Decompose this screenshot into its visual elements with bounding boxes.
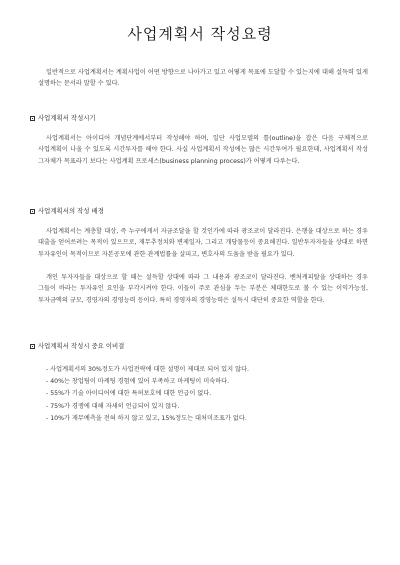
background-paragraph-1: 사업계획서는 계층할 대상, 즉 누구에게서 자금조달을 할 것인가에 따라 광조코이 달라진다. 은행을 대상으로 하는 경우 대출을 얻어쓰려는 목적이 있으므로, 재무추정치와 변제일자, 그리고 개당물등이 중요해진다. 일반투자자들을 상대로 하면 투자유인이 목적이므로 자본공모에 관한 관계법률을 살피고, 변호사의 도움을 받을 필요가 있다. [38,228,368,258]
square-bullet-icon [30,344,35,349]
document-title: 사업계획서 작성요령 [127,25,273,43]
square-bullet-icon [30,209,35,214]
section-heading-key-points [30,341,124,351]
section-heading-timing [30,113,96,123]
list-item: - 75%가 경쟁에 대해 자세히 언급되어 있지 않다. [46,402,180,410]
intro-paragraph: 일반적으로 사업계획서는 계획사업이 어떤 방향으로 나아가고 있고 어떻게 목표에 도달할 수 있는지에 대해 설득력 있게 설명하는 문서라 말할 수 있다. [38,69,368,88]
list-item: - 10%가 재무예측을 전혀 하지 않고 있고, 15%정도는 대처미조표가 없다. [46,414,247,422]
section-heading-label: 사업계획서의 작성 배경 [38,207,104,215]
section-heading-background [30,206,104,216]
list-item: - 사업계획서의 30%정도가 사업전략에 대한 설명이 제대로 되어 있지 않다. [46,366,250,373]
square-bullet-icon [30,116,35,121]
key-points-list [46,364,249,425]
background-paragraph-2: 개인 투자자들을 대상으로 할 때는 설득할 상대에 따라 그 내용과 광조코이 달라진다. 벤처캐피탈을 상대하는 경우 그들이 바라는 투자유인 요인을 부각시켜야 한다. 이들이 주로 관심을 두는 부분은 체대한도로 볼 수 있는 이익가능성, 투자금액의 규모, 경영자의 경영능력 등이다. 특히 경영자의 경영능력은 설득시 대단히 중요한 역할을 한다. [38,274,368,304]
section-heading-label: 사업계획서 작성시 중요 이비결 [38,342,125,350]
list-item: - 55%가 기술 아이디어에 대한 특허보호에 대한 언급이 없다. [46,390,212,398]
section-heading-label: 사업계획서 작성시기 [38,114,96,122]
timing-paragraph: 사업계획서는 아이디어 개념단계에서부터 작성해야 하며, 일단 사업모델의 틀(outline)을 잡은 다음 구체적으로 사업계획이 나올 수 있도록 시간투자를 해야 한다. 사실 사업계획서 작성에는 많은 시간투여가 필요한데, 사업계획서 작성 그자체가 목표라기 보다는 사업계획 프로세스(business planning process)가 어떻게 다루는다. [38,135,368,165]
list-item: - 40%는 창업팀이 마케팅 경험에 있어 부족하고 마케팅이 미숙하다. [46,378,230,386]
